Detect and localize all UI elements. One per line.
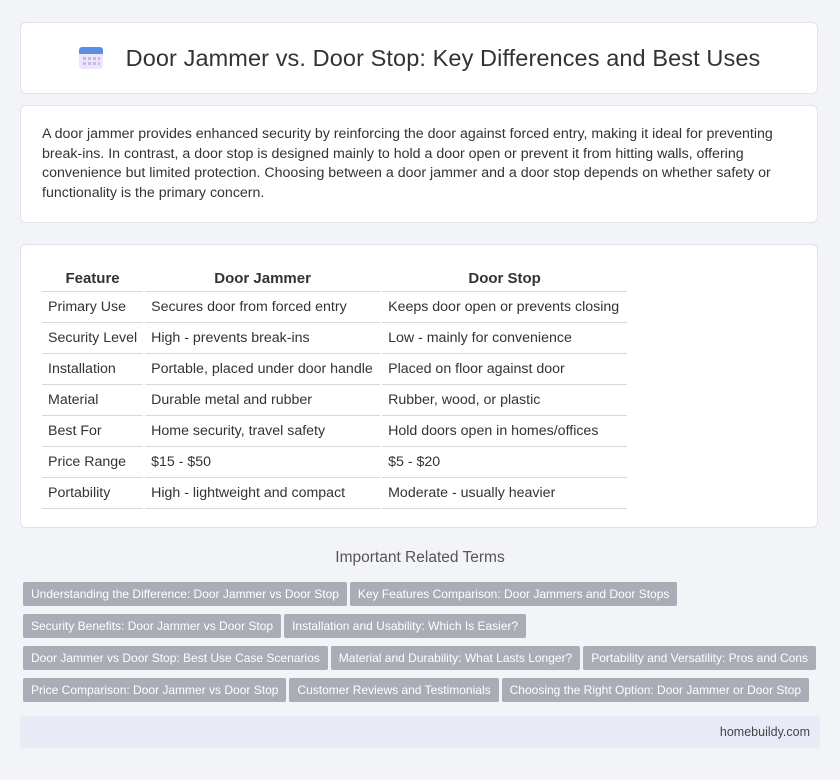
table-row [42, 478, 627, 509]
table-row [42, 447, 627, 478]
related-term-tag[interactable]: Customer Reviews and Testimonials [289, 678, 498, 702]
table-cell: Low - mainly for convenience [382, 323, 627, 354]
related-term-tag[interactable]: Key Features Comparison: Door Jammers and Door Stops [350, 582, 677, 606]
related-term-tag[interactable]: Door Jammer vs Door Stop: Best Use Case Scenarios [23, 646, 328, 670]
table-row [42, 416, 627, 447]
table-cell: High - lightweight and compact [145, 478, 380, 509]
intro-card [20, 105, 818, 223]
table-cell: Placed on floor against door [382, 354, 627, 385]
table-cell: Moderate - usually heavier [382, 478, 627, 509]
related-term-tag[interactable]: Choosing the Right Option: Door Jammer or Door Stop [502, 678, 809, 702]
table-cell: Primary Use [42, 292, 143, 323]
related-terms-list [23, 582, 823, 710]
comparison-card [20, 244, 818, 528]
footer-site[interactable]: homebuildy.com [719, 725, 810, 739]
table-row [42, 323, 627, 354]
table-cell: Installation [42, 354, 143, 385]
table-cell: $5 - $20 [382, 447, 627, 478]
table-cell: Rubber, wood, or plastic [382, 385, 627, 416]
related-term-tag[interactable]: Security Benefits: Door Jammer vs Door Stop [23, 614, 281, 638]
related-term-tag[interactable]: Installation and Usability: Which Is Easier? [284, 614, 526, 638]
table-cell: $15 - $50 [145, 447, 380, 478]
table-cell: Portability [42, 478, 143, 509]
intro-paragraph: A door jammer provides enhanced security by reinforcing the door against forced entry, making it ideal for preventing break-ins. In contrast, a door stop is designed mainly to hold a door open or prevent it from hitting walls, offering convenience but limited protection. Choosing between a door jammer and a door stop depends on whether safety or functionality is the primary concern. [42, 126, 773, 201]
table-cell: Best For [42, 416, 143, 447]
related-term-tag[interactable]: Price Comparison: Door Jammer vs Door Stop [23, 678, 286, 702]
table-row [42, 354, 627, 385]
related-terms-title: Important Related Terms [335, 549, 505, 566]
table-cell: Hold doors open in homes/offices [382, 416, 627, 447]
table-cell: Material [42, 385, 143, 416]
table-cell: Price Range [42, 447, 143, 478]
related-term-tag[interactable]: Understanding the Difference: Door Jammer vs Door Stop [23, 582, 347, 606]
title-card [20, 22, 818, 94]
header-door-stop: Door Stop [382, 265, 627, 292]
header-feature: Feature [42, 265, 143, 292]
table-cell: Portable, placed under door handle [145, 354, 380, 385]
comparison-table [42, 265, 627, 509]
table-row [42, 385, 627, 416]
table-header-row [42, 265, 627, 292]
table-cell: Secures door from forced entry [145, 292, 380, 323]
related-term-tag[interactable]: Material and Durability: What Lasts Longer? [331, 646, 580, 670]
footer [20, 716, 820, 748]
header-door-jammer: Door Jammer [145, 265, 380, 292]
related-term-tag[interactable]: Portability and Versatility: Pros and Cons [583, 646, 816, 670]
table-cell: High - prevents break-ins [145, 323, 380, 354]
page-title: Door Jammer vs. Door Stop: Key Differences and Best Uses [125, 44, 761, 71]
table-row [42, 292, 627, 323]
table-cell: Security Level [42, 323, 143, 354]
table-cell: Keeps door open or prevents closing [382, 292, 627, 323]
table-cell: Home security, travel safety [145, 416, 380, 447]
table-cell: Durable metal and rubber [145, 385, 380, 416]
calendar-icon [78, 45, 104, 71]
